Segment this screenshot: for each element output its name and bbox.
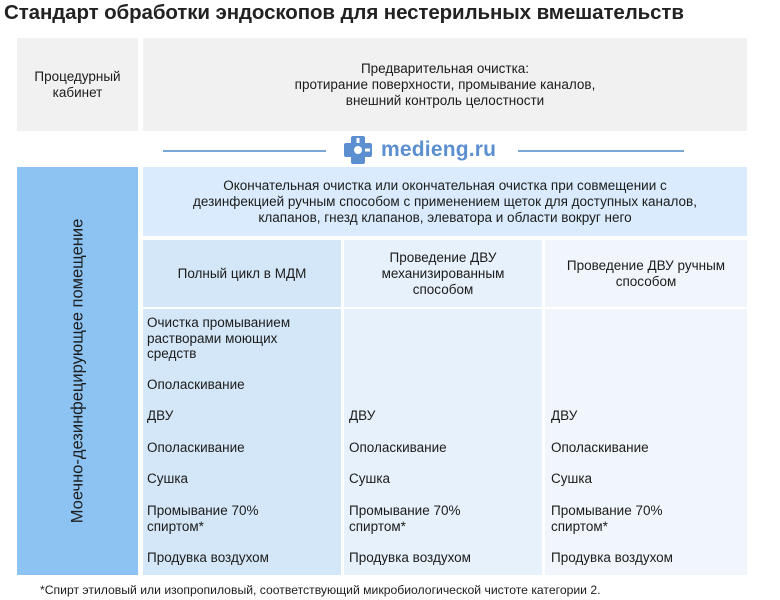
column-header-mechanized-line3: способом xyxy=(412,281,474,297)
divider-line-right xyxy=(518,150,684,152)
final-cleaning-line3: клапанов, гнезд клапанов, элеватора и области вокруг него xyxy=(258,209,632,225)
step-line: Промывание 70% xyxy=(349,503,461,518)
step-air-purge: Продувка воздухом xyxy=(147,550,269,565)
preliminary-cleaning-line1: Предварительная очистка: xyxy=(360,60,530,76)
final-cleaning-line2: дезинфекцией ручным способом с применением щеток для доступных каналов, xyxy=(193,193,697,209)
step-alcohol-flush xyxy=(147,503,259,534)
step-rinsing: Ополаскивание xyxy=(147,440,245,455)
final-cleaning-box xyxy=(143,167,747,236)
step-line: спиртом* xyxy=(349,518,406,534)
procedure-room-label xyxy=(17,38,138,131)
step-line: Промывание 70% xyxy=(551,503,663,518)
step-rinsing: Ополаскивание xyxy=(349,440,447,455)
column-header-full-cycle xyxy=(143,240,341,307)
medieng-puzzle-icon xyxy=(343,135,373,165)
preliminary-cleaning-box xyxy=(143,38,747,131)
step-line: Очистка промыванием xyxy=(147,315,291,330)
column-header-mechanized xyxy=(344,240,542,307)
column-header-mechanized-line1: Проведение ДВУ xyxy=(389,249,497,265)
step-line: спиртом* xyxy=(147,518,204,534)
column-header-manual-line2: способом xyxy=(615,273,677,289)
column-header-full-cycle-text: Полный цикл в МДМ xyxy=(177,265,307,281)
column-header-manual-line1: Проведение ДВУ ручным xyxy=(566,257,726,273)
wash-room-label: Моечно-дезинфецирующее помещение xyxy=(68,218,86,524)
step-dvu: ДВУ xyxy=(147,408,174,423)
step-alcohol-flush xyxy=(551,503,663,534)
step-line: спиртом* xyxy=(551,518,608,534)
page-title: Стандарт обработки эндоскопов для нестерильных вмешательств xyxy=(4,1,684,24)
preliminary-cleaning-line3: внешний контроль целостности xyxy=(345,92,545,108)
logo-text: medieng.ru xyxy=(381,138,497,161)
procedure-room-label-line1: Процедурный xyxy=(34,68,121,84)
column-header-manual xyxy=(545,240,747,307)
step-alcohol-flush xyxy=(349,503,461,534)
step-line: Промывание 70% xyxy=(147,503,259,518)
step-drying: Сушка xyxy=(551,471,593,486)
step-dvu: ДВУ xyxy=(551,408,578,423)
preliminary-cleaning-line2: протирание поверхности, промывание каналов, xyxy=(294,76,596,92)
medieng-logo xyxy=(343,133,496,167)
wash-room-side-panel xyxy=(17,167,138,575)
step-air-purge: Продувка воздухом xyxy=(551,550,673,565)
step-dvu: ДВУ xyxy=(349,408,376,423)
column-header-mechanized-line2: механизированным xyxy=(381,265,505,281)
final-cleaning-line1: Окончательная очистка или окончательная очистка при совмещении с xyxy=(223,177,667,193)
step-cleaning-rinse xyxy=(147,315,290,362)
step-line: средств xyxy=(147,346,197,361)
footnote: *Спирт этиловый или изопропиловый, соответствующий микробиологической чистоте категории 2. xyxy=(40,583,601,597)
step-drying: Сушка xyxy=(349,471,391,486)
step-air-purge: Продувка воздухом xyxy=(349,550,471,565)
step-rinsing: Ополаскивание xyxy=(551,440,649,455)
step-rinsing: Ополаскивание xyxy=(147,377,245,392)
step-drying: Сушка xyxy=(147,471,189,486)
step-line: растворами моющих xyxy=(147,330,278,346)
divider-line-left xyxy=(163,150,326,152)
procedure-room-label-line2: кабинет xyxy=(52,84,103,100)
